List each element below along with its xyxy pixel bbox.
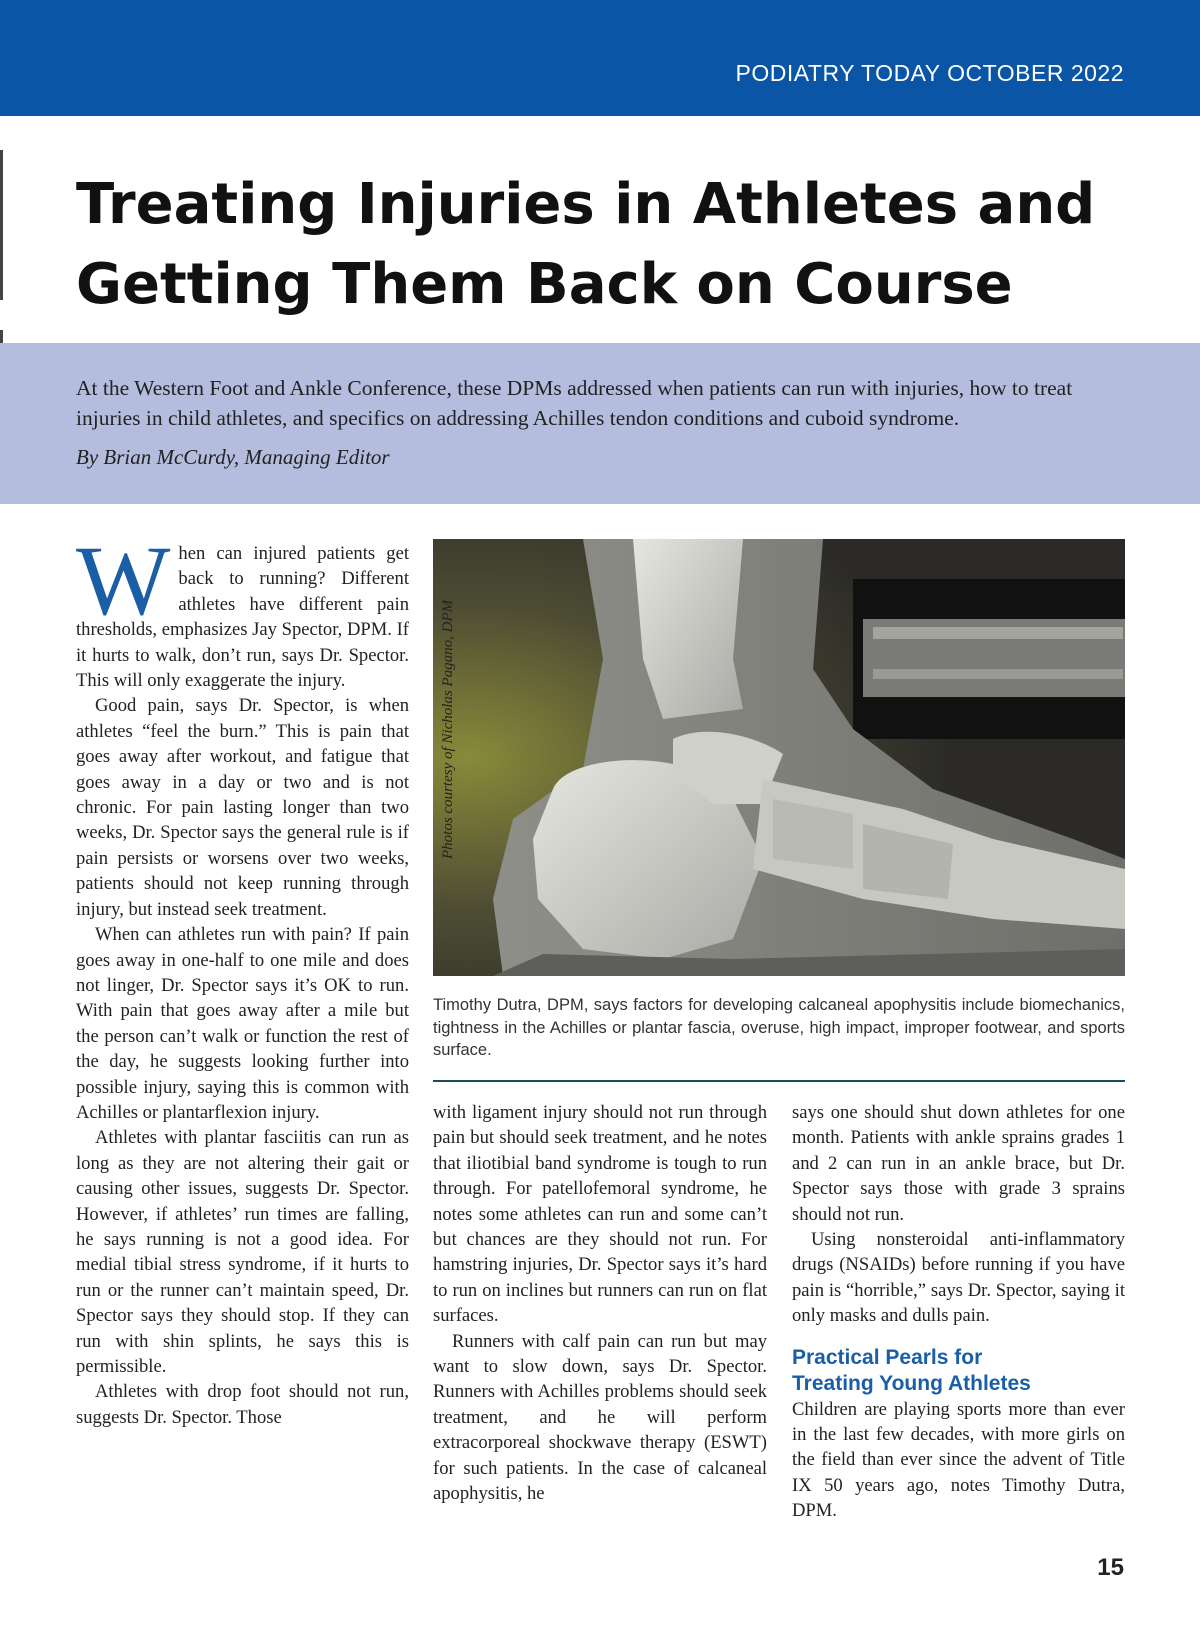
article-title (76, 165, 1156, 325)
header-bar (0, 0, 1200, 116)
article-summary: At the Western Foot and Ankle Conference, these DPMs addressed when patients can run with injuries, how to treat injuries in child athletes, and specifics on addressing Achilles tendon conditions and cuboid syndrome. (76, 376, 1073, 430)
photo-credit: Photos courtesy of Nicholas Pagano, DPM (440, 599, 456, 859)
body-paragraph: Good pain, says Dr. Spector, is when athletes “feel the burn.” This is pain that goes away after workout, and fatigue that goes away in a day or two and is not chronic. For pain lasting longer than two weeks, Dr. Spector says the general rule is if pain persists or worsens over two weeks, patients should not keep running through injury, but instead seek treatment. (76, 695, 409, 920)
body-paragraph: Athletes with plantar fasciitis can run as long as they are not altering their gait or causing other issues, suggests Dr. Spector. However, if athletes’ run times are falling, he says running is not a good idea. For medial tibial stress syndrome, if it hurts to run or the runner can’t maintain speed, Dr. Spector says they should stop. If they can run with shin splints, he says this is permissible. (76, 1127, 409, 1377)
magazine-issue-label: PODIATRY TODAY OCTOBER 2022 (735, 60, 1124, 86)
foot-xray-illustration (433, 539, 1125, 976)
body-paragraph: Children are playing sports more than ever in the last few decades, with more girls on the field than ever since the advent of Title IX 50 years ago, notes Timothy Dutra, DPM. (792, 1398, 1125, 1522)
body-paragraph: Using nonsteroidal anti-inflammatory drugs (NSAIDs) before running if you have pain is “horrible,” says Dr. Spector, saying it only masks and dulls pain. (792, 1229, 1125, 1327)
body-paragraph: with ligament injury should not run through pain but should seek treatment, and he notes that iliotibial band syndrome is tough to run through. For patellofemoral syndrome, he notes some athletes can run and some can’t but chances are they should not run. For hamstring injuries, Dr. Spector says it’s hard to run on inclines but runners can run on flat surfaces. (433, 1102, 767, 1327)
title-line-1: Treating Injuries in Athletes and (76, 172, 1096, 237)
xray-photo (433, 539, 1125, 976)
section-subhead: Practical Pearls for Treating Young Athletes (792, 1345, 1031, 1395)
article-deck (0, 343, 1200, 504)
body-paragraph: says one should shut down athletes for one month. Patients with ankle sprains grades 1 and 2 can run in an ankle brace, but Dr. Spector says those with grade 3 sprains should not run. (792, 1102, 1125, 1225)
caption-divider (433, 1080, 1125, 1082)
body-paragraph: When can injured patients get back to running? Different athletes have different pain thresholds, emphasizes Jay Spector, DPM. If it hurts to walk, don’t run, says Dr. Spector. This will only exaggerate the injury. (76, 525, 409, 692)
body-column-1 (76, 525, 409, 1430)
body-paragraph: When can athletes run with pain? If pain goes away in one-half to one mile and does not linger, Dr. Spector says it’s OK to run. With pain that goes away after a mile but the person can’t walk or function the rest of the day, he suggests looking further into possible injury, saying this is common with Achilles or plantarflexion injury. (76, 924, 409, 1123)
body-paragraph: Athletes with drop foot should not run, suggests Dr. Spector. Those (76, 1381, 409, 1428)
binding-edge-mark (0, 150, 3, 300)
page-number: 15 (1097, 1554, 1124, 1581)
title-line-2: Getting Them Back on Course (76, 252, 1013, 317)
photo-caption: Timothy Dutra, DPM, says factors for developing calcaneal apophysitis include biomechanics, tightness in the Achilles or plantar fascia, overuse, high impact, improper footwear, and sports surface. (433, 996, 1125, 1059)
body-column-3 (792, 1100, 1125, 1524)
article-byline: By Brian McCurdy, Managing Editor (76, 445, 390, 469)
drop-cap: W (76, 525, 171, 636)
body-paragraph: Runners with calf pain can run but may want to slow down, says Dr. Spector. Runners with Achilles problems should seek treatment, and he will perform extracorporeal shockwave therapy (ESWT) for such patients. In the case of calcaneal apophysitis, he (433, 1330, 767, 1505)
body-column-2 (433, 1100, 767, 1507)
